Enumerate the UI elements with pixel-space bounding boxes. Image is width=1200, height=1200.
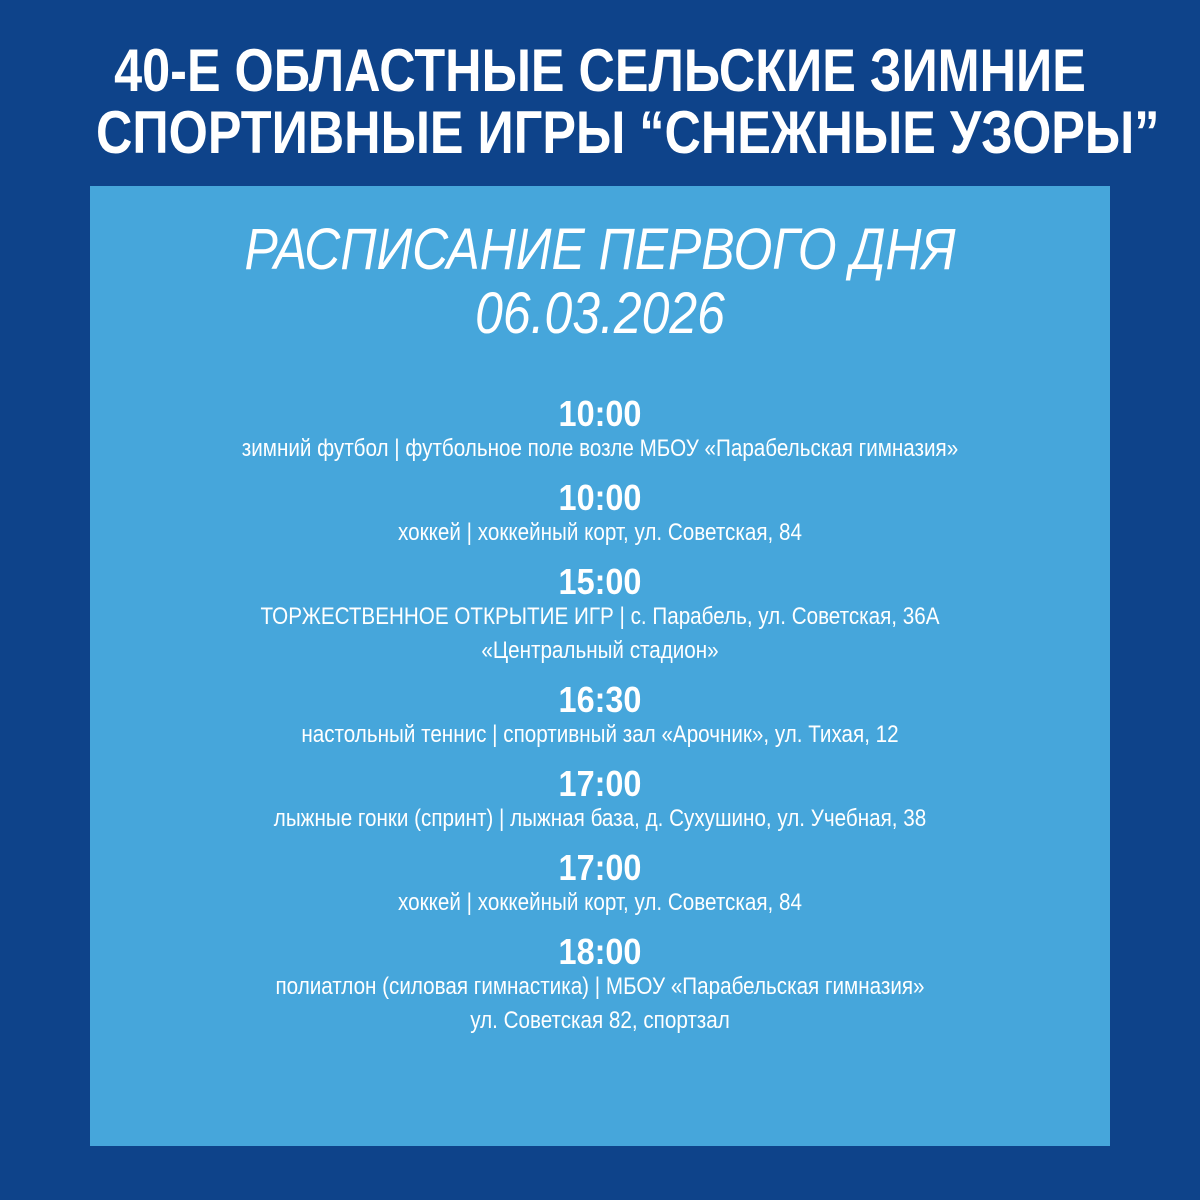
event-description: ТОРЖЕСТВЕННОЕ ОТКРЫТИЕ ИГР | с. Парабель, ул. Советская, 36А — [260, 603, 940, 630]
event-time: 18:00 — [558, 931, 642, 972]
schedule-title: РАСПИСАНИЕ ПЕРВОГО ДНЯ — [244, 217, 956, 282]
event-description: хоккей | хоккейный корт, ул. Советская, 84 — [398, 889, 802, 916]
schedule-heading — [90, 218, 1110, 346]
header-title-line-2: СПОРТИВНЫЕ ИГРЫ “СНЕЖНЫЕ УЗОРЫ” — [96, 99, 1160, 166]
schedule-event — [90, 477, 1110, 550]
event-time: 17:00 — [558, 847, 642, 888]
event-time: 16:30 — [558, 679, 642, 720]
event-time: 15:00 — [558, 561, 642, 602]
schedule-panel — [90, 186, 1110, 1146]
event-description: хоккей | хоккейный корт, ул. Советская, 84 — [398, 519, 802, 546]
poster-header — [0, 37, 1200, 166]
schedule-event — [90, 847, 1110, 920]
event-description-continued: «Центральный стадион» — [481, 637, 719, 664]
event-description-continued: ул. Советская 82, спортзал — [470, 1007, 730, 1034]
schedule-list — [90, 392, 1110, 1038]
event-description: полиатлон (силовая гимнастика) | МБОУ «Парабельская гимназия» — [275, 973, 925, 1000]
event-time: 10:00 — [558, 393, 642, 434]
schedule-event — [90, 561, 1110, 668]
event-time: 17:00 — [558, 763, 642, 804]
schedule-date: 06.03.2026 — [475, 281, 725, 346]
schedule-event — [90, 393, 1110, 466]
schedule-event — [90, 763, 1110, 836]
event-description: лыжные гонки (спринт) | лыжная база, д. Сухушино, ул. Учебная, 38 — [273, 805, 927, 832]
event-description: настольный теннис | спортивный зал «Арочник», ул. Тихая, 12 — [301, 721, 899, 748]
event-description: зимний футбол | футбольное поле возле МБОУ «Парабельская гимназия» — [241, 435, 959, 462]
header-title-line-1: 40-Е ОБЛАСТНЫЕ СЕЛЬСКИЕ ЗИМНИЕ — [114, 37, 1086, 104]
event-time: 10:00 — [558, 477, 642, 518]
schedule-event — [90, 679, 1110, 752]
schedule-event — [90, 931, 1110, 1038]
